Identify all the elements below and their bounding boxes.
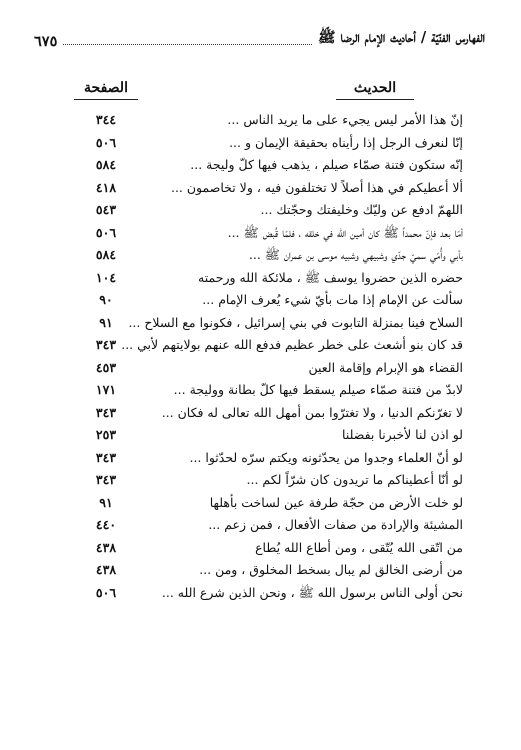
index-entry bbox=[0, 492, 521, 515]
index-entry bbox=[0, 514, 521, 537]
page-reference: ٥٤٣ bbox=[95, 202, 117, 217]
column-header-hadith: الحديث bbox=[336, 79, 414, 100]
index-entry bbox=[0, 312, 521, 335]
page-reference: ٤٣٨ bbox=[95, 562, 117, 577]
page-reference: ١٠٤ bbox=[95, 269, 117, 285]
index-entry bbox=[0, 244, 521, 267]
hadith-text: إنّ هذا الأمر ليس يجيء على ما يريد الناس ... bbox=[227, 112, 463, 127]
page-reference: ٣٤٣ bbox=[95, 337, 117, 352]
page-number: ٦٧٥ bbox=[34, 33, 58, 50]
hadith-text: سألت عن الإمام إذا مات بأيّ شيء يُعرف الإمام ... bbox=[202, 292, 463, 307]
index-entry bbox=[0, 379, 521, 402]
page-reference: ٥٠٦ bbox=[95, 134, 117, 150]
index-entry bbox=[0, 559, 521, 582]
page-reference: ٤٣٨ bbox=[95, 539, 117, 555]
hadith-text: أمّا بعد فإنّ محمداً ﷺ كان أمين الله في خلقه ، فلمّا قُبض ﷺ ... bbox=[227, 224, 463, 240]
index-entry bbox=[0, 469, 521, 492]
hadith-text: السلاح فينا بمنزلة التابوت في بني إسرائيل ، فكونوا مع السلاح ... bbox=[128, 314, 463, 330]
index-entry bbox=[0, 537, 521, 560]
hadith-text: إنّه ستكون فتنة صمّاء صيلم ، يذهب فيها كلّ وليجة ... bbox=[190, 157, 463, 172]
page-reference: ٥٠٦ bbox=[95, 224, 117, 240]
index-entry bbox=[0, 582, 521, 605]
index-entry bbox=[0, 199, 521, 222]
index-entry bbox=[0, 447, 521, 470]
index-entry bbox=[0, 357, 521, 380]
page-reference: ٣٤٣ bbox=[95, 449, 117, 465]
index-entry bbox=[0, 177, 521, 200]
index-entry bbox=[0, 154, 521, 177]
page-reference: ٩٠ bbox=[99, 292, 113, 307]
index-entry bbox=[0, 289, 521, 312]
column-header-page: الصفحة bbox=[74, 79, 138, 100]
page-reference: ٤٤٠ bbox=[95, 517, 117, 532]
page-reference: ٥٨٤ bbox=[95, 247, 117, 262]
hadith-text: حضره الذين حضروا يوسف ﷺ ، ملائكة الله ورحمته bbox=[198, 269, 463, 285]
page-reference: ٩١ bbox=[99, 494, 113, 510]
hadith-text: لو أنّ العلماء وجدوا من يحدّثونه ويكتم سرّه لحدّثوا ... bbox=[189, 449, 463, 465]
running-head-title: الفهارس الفنّيّة / أحاديث الإمام الرضا ﷺ bbox=[317, 29, 485, 46]
index-entry bbox=[0, 267, 521, 290]
page-reference: ١٧١ bbox=[95, 382, 117, 397]
hadith-text: قد كان بنو أشعث على خطر عظيم فدفع الله عنهم بولايتهم لأبي ... bbox=[121, 337, 463, 352]
hadith-text: لابدّ من فتنة صمّاء صيلم يسقط فيها كلّ بطانة ووليجة ... bbox=[173, 382, 463, 397]
page-reference: ٣٤٣ bbox=[95, 404, 117, 420]
hadith-text: المشيئة والإرادة من صفات الأفعال ، فمن زعم ... bbox=[208, 517, 463, 532]
hadith-text: اللهمّ ادفع عن وليّك وخليفتك وحجّتك ... bbox=[260, 202, 463, 217]
hadith-text: لا تغرّنكم الدنيا ، ولا تغترّوا بمن أمهل الله تعالى له فكان ... bbox=[161, 404, 463, 420]
page-reference: ٣٤٤ bbox=[95, 112, 117, 127]
running-head-leader-dots bbox=[63, 44, 312, 45]
hadith-text: لو خلت الأرض من حجّة طرفة عين لساخت بأهلها bbox=[209, 494, 463, 510]
hadith-text: لو اذن لنا لأخبرنا بفضلنا bbox=[342, 427, 463, 442]
page-reference: ٥٨٤ bbox=[95, 157, 117, 172]
index-entry bbox=[0, 132, 521, 155]
page-reference: ٤٥٣ bbox=[95, 359, 117, 375]
index-entry bbox=[0, 402, 521, 425]
running-head bbox=[34, 28, 485, 50]
index-list bbox=[0, 109, 521, 604]
index-entry bbox=[0, 109, 521, 132]
page-reference: ٩١ bbox=[99, 314, 113, 330]
hadith-text: القضاء هو الإبرام وإقامة العين bbox=[308, 359, 463, 375]
hadith-text: من أرضى الخالق لم يبال بسخط المخلوق ، ومن ... bbox=[199, 562, 463, 577]
index-entry bbox=[0, 334, 521, 357]
hadith-text: ألا أعطيكم في هذا أصلاً لا تختلفون فيه ، ولا تخاصمون ... bbox=[170, 179, 463, 195]
page-reference: ٣٤٣ bbox=[95, 472, 117, 487]
hadith-text: من اتّقى الله يُتّقى ، ومن أطاع الله يُطاع bbox=[255, 539, 463, 555]
hadith-text: لو أنّا أعطيناكم ما تريدون كان شرّاً لكم ... bbox=[246, 472, 463, 487]
index-entry bbox=[0, 424, 521, 447]
page-reference: ٢٥٣ bbox=[95, 427, 117, 442]
hadith-text: بأبي وأُمّي سميّ جدّي وشبيهي وشبيه موسى بن عمران ﷺ ... bbox=[248, 247, 463, 262]
page-reference: ٥٠٦ bbox=[95, 584, 117, 600]
hadith-text: إنّا لنعرف الرجل إذا رأيناه بحقيقة الإيمان و ... bbox=[229, 134, 463, 150]
page-reference: ٤١٨ bbox=[95, 179, 117, 195]
index-entry bbox=[0, 222, 521, 245]
hadith-text: نحن أولى الناس برسول الله ﷺ ، ونحن الذين شرع الله ... bbox=[161, 584, 463, 600]
